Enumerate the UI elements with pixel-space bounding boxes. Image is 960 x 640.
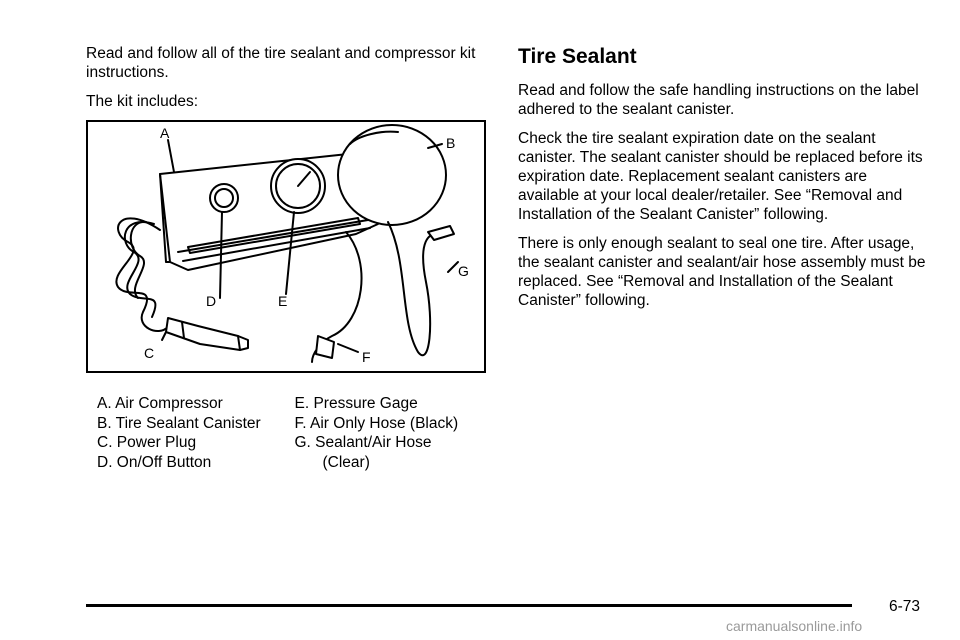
footer-rule — [86, 604, 852, 607]
figure-legend — [97, 394, 492, 472]
callout-a: A — [160, 125, 170, 141]
legend-item-d: D. On/Off Button — [97, 453, 212, 471]
intro-paragraph: Read and follow all of the tire sealant and compressor kit instructions. — [86, 45, 476, 81]
legend-item-g: G. Sealant/Air Hose — [294, 434, 432, 451]
legend-column-1 — [97, 394, 295, 472]
section-heading: Tire Sealant — [518, 45, 637, 68]
legend-item-e: E. Pressure Gage — [294, 395, 418, 412]
page-number: 6-73 — [888, 598, 920, 615]
watermark: carmanualsonline.info — [726, 618, 863, 634]
callout-b: B — [446, 135, 456, 151]
legend-item-b: B. Tire Sealant Canister — [97, 414, 261, 432]
callout-g: G — [458, 263, 469, 279]
usage-paragraph: There is only enough sealant to seal one tire. After usage, the sealant canister and sealant/air hose assembly must be replaced. See “Removal and Installation of the Sealant Canister” following. — [518, 235, 926, 309]
callout-d: D — [206, 293, 217, 309]
kit-drawing — [88, 122, 484, 371]
legend-item-g-continued: (Clear) — [322, 453, 370, 471]
right-column — [518, 44, 930, 320]
legend-item-f: F. Air Only Hose (Black) — [294, 414, 459, 432]
callout-f: F — [362, 349, 371, 365]
kit-includes-label: The kit includes: — [86, 93, 198, 110]
legend-item-c: C. Power Plug — [97, 434, 197, 451]
expiration-paragraph: Check the tire sealant expiration date on the sealant canister. The sealant canister should be replaced before its expiration date. Replacement sealant canisters are available at your local dealer/retailer. See “Removal and Installation of the Sealant Canister” following. — [518, 130, 923, 223]
callout-e: E — [278, 293, 288, 309]
tire-sealant-kit-illustration — [86, 120, 486, 373]
left-column — [86, 44, 492, 121]
legend-column-2 — [295, 394, 493, 472]
handling-paragraph: Read and follow the safe handling instructions on the label adhered to the sealant canister. — [518, 82, 919, 118]
legend-item-a: A. Air Compressor — [97, 395, 223, 412]
callout-c: C — [144, 345, 155, 361]
